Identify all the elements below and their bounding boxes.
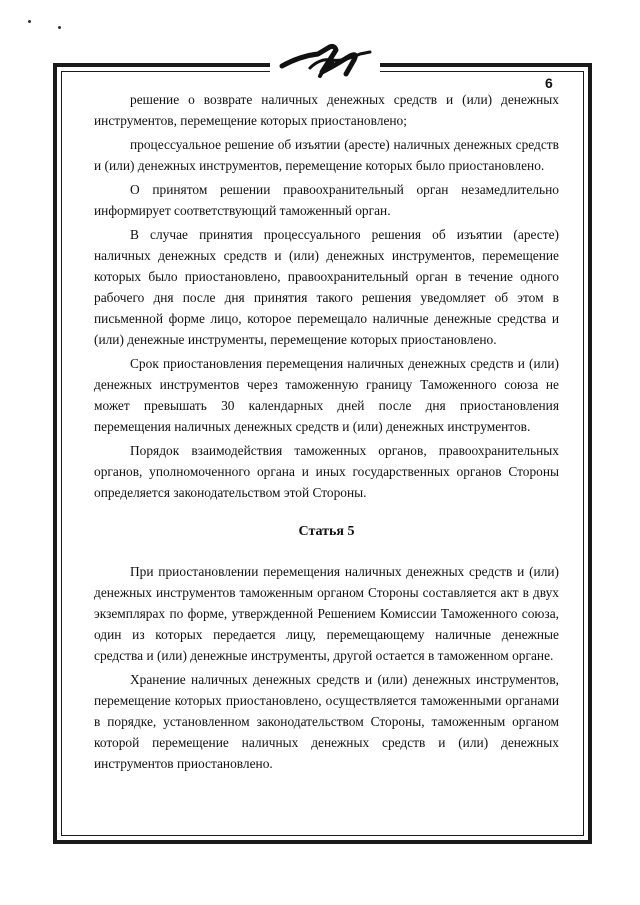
paragraph: Срок приостановления перемещения наличных денежных средств и (или) денежных инструментов через таможенную границу Таможенного союза не может превышать 30 календарных дней после дня приостановления перемещения наличных денежных средств и (или) денежных инструментов. [94, 356, 559, 434]
paragraph: При приостановлении перемещения наличных денежных средств и (или) денежных инструментов таможенным органом Стороны составляется акт в двух экземплярах по форме, утвержденной Решением Комиссии Таможенного союза, один из которых передается лицу, перемещающему наличные денежные средства и (или) денежные инструменты, другой остается в таможенном органе. [94, 564, 559, 663]
page-number: 6 [545, 75, 553, 91]
paragraph: О принятом решении правоохранительный орган незамедлительно информирует соответствующий таможенный орган. [94, 182, 559, 218]
document-body [94, 89, 559, 774]
paragraph: решение о возврате наличных денежных средств и (или) денежных инструментов, перемещение которых приостановлено; [94, 92, 559, 128]
scan-speck [58, 26, 61, 29]
signature-emblem-icon [270, 38, 380, 88]
paragraph: процессуальное решение об изъятии (аресте) наличных денежных средств и (или) денежных инструментов, перемещение которых было приостановлено. [94, 137, 559, 173]
paragraph: Порядок взаимодействия таможенных органов, правоохранительных органов, уполномоченного органа и иных государственных органов Стороны определяется законодательством этой Стороны. [94, 443, 559, 500]
scan-speck [28, 20, 31, 23]
paragraph: В случае принятия процессуального решения об изъятии (аресте) наличных денежных средств и (или) денежных инструментов, перемещение которых было приостановлено, правоохранительный орган в течение одного рабочего дня после дня принятия такого решения уведомляет об этом в письменной форме лицо, которое перемещало наличные денежные средства и (или) денежные инструменты, перемещение которых приостановлено. [94, 227, 559, 347]
paragraph: Хранение наличных денежных средств и (или) денежных инструментов, перемещение которых приостановлено, осуществляется таможенными органами в порядке, установленном законодательством Стороны, таможенным органом которой перемещение наличных денежных средств и (или) денежных инструментов приостановлено. [94, 672, 559, 771]
article-heading: Статья 5 [298, 524, 355, 539]
